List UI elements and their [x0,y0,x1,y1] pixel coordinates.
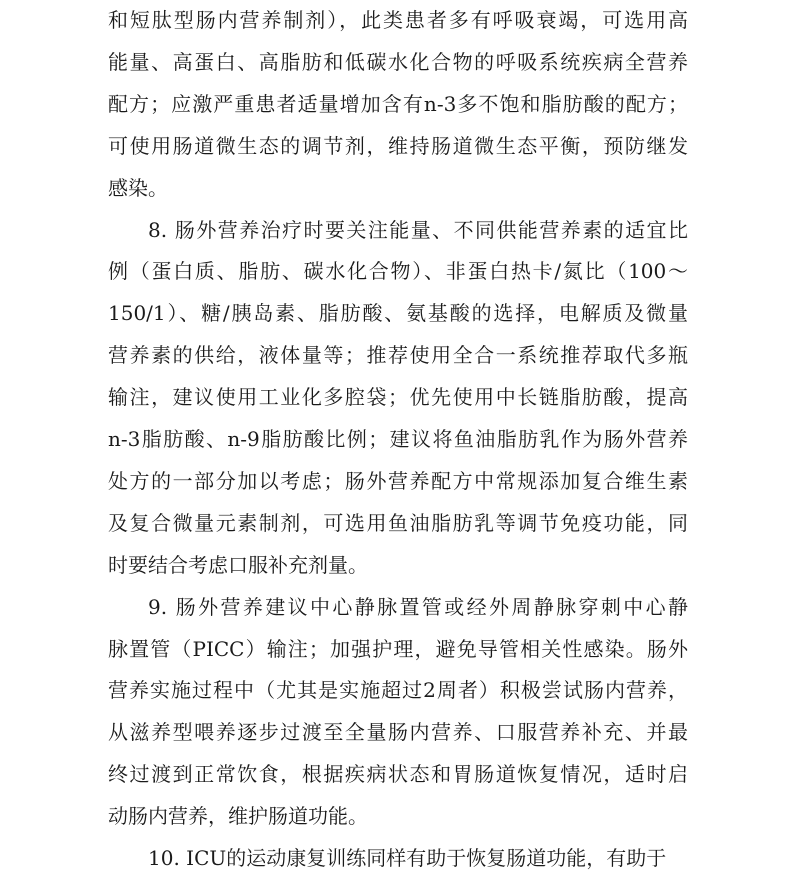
text-line: 营养素的供给，液体量等；推荐使用全合一系统推荐取代多瓶 [108,343,688,368]
text-line: 营养实施过程中（尤其是实施超过2周者）积极尝试肠内营养， [108,678,688,703]
text-line: 从滋养型喂养逐步过渡至全量肠内营养、口服营养补充、并最 [108,720,688,745]
text-line: n-3脂肪酸、n-9脂肪酸比例；建议将鱼油脂肪乳作为肠外营养 [108,427,688,451]
paragraph-first-line: 10. ICU的运动康复训练同样有助于恢复肠道功能，有助于 [148,846,667,870]
text-line: 时要结合考虑口服补充剂量。 [108,552,368,577]
paragraph-first-line: 8. 肠外营养治疗时要关注能量、不同供能营养素的适宜比 [148,217,688,242]
text-line: 脉置管（PICC）输注；加强护理，避免导管相关性感染。肠外 [108,636,688,661]
text-line: 处方的一部分加以考虑；肠外营养配方中常规添加复合维生素 [108,468,688,493]
text-line: 例（蛋白质、脂肪、碳水化合物）、非蛋白热卡/氮比（100～ [108,259,688,284]
text-line: 能量、高蛋白、高脂肪和低碳水化合物的呼吸系统疾病全营养 [108,49,688,74]
text-line: 和短肽型肠内营养制剂），此类患者多有呼吸衰竭，可选用高 [108,8,688,32]
text-line: 动肠内营养，维护肠道功能。 [108,804,368,829]
text-line: 150/1）、糖/胰岛素、脂肪酸、氨基酸的选择，电解质及微量 [108,301,688,326]
text-line: 输注，建议使用工业化多腔袋；优先使用中长链脂肪酸，提高 [108,385,688,410]
text-line: 终过渡到正常饮食，根据疾病状态和胃肠道恢复情况，适时启 [108,762,688,787]
text-line: 感染。 [108,175,168,200]
paragraph-first-line: 9. 肠外营养建议中心静脉置管或经外周静脉穿刺中心静 [148,594,688,619]
text-line: 及复合微量元素制剂，可选用鱼油脂肪乳等调节免疫功能，同 [108,510,688,535]
text-line: 配方；应激严重患者适量增加含有n-3多不饱和脂肪酸的配方； [108,91,688,116]
text-line: 可使用肠道微生态的调节剂，维持肠道微生态平衡，预防继发 [108,133,688,158]
